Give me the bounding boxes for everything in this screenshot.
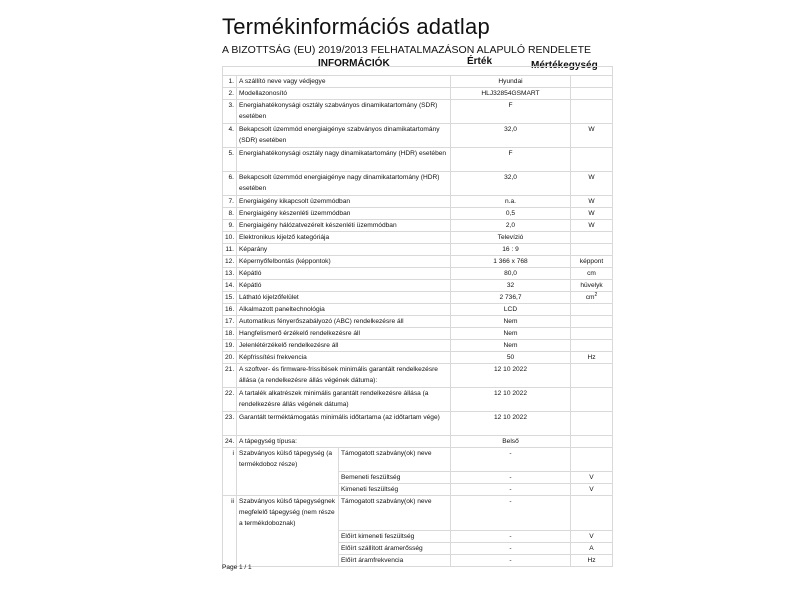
psu-sub-unit	[571, 448, 613, 472]
row-number: 10.	[223, 232, 237, 244]
psu-sub-unit: V	[571, 484, 613, 496]
table-row	[223, 280, 613, 292]
row-number: 2.	[223, 88, 237, 100]
psu-sub-label: Előírt kimeneti feszültség	[339, 531, 451, 543]
table-row	[223, 220, 613, 232]
row-number: 7.	[223, 196, 237, 208]
row-label: Bekapcsolt üzemmód energiaigénye nagy dinamikatartomány (HDR) esetében	[237, 172, 451, 196]
psu-sub-unit: V	[571, 472, 613, 484]
table-row	[223, 496, 613, 531]
table-row	[223, 328, 613, 340]
row-value: Nem	[451, 328, 571, 340]
row-label: Jelenlétérzékelő rendelkezésre áll	[237, 340, 451, 352]
row-label: A szoftver- és firmware-frissítések minimális garantált rendelkezésre állása (a rendelkezésre állás végének dátuma):	[237, 364, 451, 388]
row-unit	[571, 436, 613, 448]
row-number: 18.	[223, 328, 237, 340]
row-value: 12 10 2022	[451, 412, 571, 436]
row-unit	[571, 412, 613, 436]
row-label: Elektronikus kijelző kategóriája	[237, 232, 451, 244]
table-row	[223, 232, 613, 244]
psu-sub-label: Bemeneti feszültség	[339, 472, 451, 484]
table-row	[223, 304, 613, 316]
table-row	[223, 316, 613, 328]
psu-sub-label: Előírt áramfrekvencia	[339, 555, 451, 567]
psu-sub-value: -	[451, 543, 571, 555]
psu-index: ii	[223, 496, 237, 567]
psu-sub-value: -	[451, 496, 571, 531]
row-label: Modellazonosító	[237, 88, 451, 100]
row-unit	[571, 244, 613, 256]
psu-sub-label: Támogatott szabvány(ok) neve	[339, 496, 451, 531]
row-label: Képfrissítési frekvencia	[237, 352, 451, 364]
document-title: Termékinformációs adatlap	[222, 14, 490, 39]
row-label: Bekapcsolt üzemmód energiaigénye szabványos dinamikatartomány (SDR) esetében	[237, 124, 451, 148]
table-row	[223, 208, 613, 220]
psu-sub-unit: A	[571, 543, 613, 555]
psu-label: Szabványos külső tápegység (a termékdoboz része)	[237, 448, 339, 496]
psu-sub-label: Előírt szállított áramerősség	[339, 543, 451, 555]
row-number: 23.	[223, 412, 237, 436]
row-number: 12.	[223, 256, 237, 268]
row-label: Képernyőfelbontás (képpontok)	[237, 256, 451, 268]
table-row	[223, 268, 613, 280]
row-value: 2 736,7	[451, 292, 571, 304]
row-number: 14.	[223, 280, 237, 292]
table-row	[223, 352, 613, 364]
table-row	[223, 148, 613, 172]
row-unit: W	[571, 196, 613, 208]
row-unit	[571, 88, 613, 100]
row-number: 11.	[223, 244, 237, 256]
psu-sub-value: -	[451, 555, 571, 567]
row-number: 19.	[223, 340, 237, 352]
table-row	[223, 412, 613, 436]
row-unit: Hz	[571, 352, 613, 364]
table-row	[223, 100, 613, 124]
row-label: Garantált terméktámogatás minimális időtartama (az időtartam vége)	[237, 412, 451, 436]
row-label: Energiahatékonysági osztály szabványos dinamikatartomány (SDR) esetében	[237, 100, 451, 124]
page-footer: Page 1 / 1	[222, 564, 252, 571]
row-number: 16.	[223, 304, 237, 316]
row-label: Látható kijelzőfelület	[237, 292, 451, 304]
row-value: F	[451, 100, 571, 124]
row-value: 0,5	[451, 208, 571, 220]
table-row	[223, 256, 613, 268]
row-unit: $cm^2$	[571, 292, 613, 304]
table-row	[223, 340, 613, 352]
row-unit	[571, 304, 613, 316]
row-number: 17.	[223, 316, 237, 328]
header-unit: Mértékegység	[531, 60, 598, 71]
table-row	[223, 124, 613, 148]
row-number: 13.	[223, 268, 237, 280]
row-unit: W	[571, 124, 613, 148]
row-number: 8.	[223, 208, 237, 220]
row-value: HLJ32854GSMART	[451, 88, 571, 100]
row-label: Képarány	[237, 244, 451, 256]
table-row	[223, 388, 613, 412]
psu-index: i	[223, 448, 237, 496]
row-number: 15.	[223, 292, 237, 304]
info-table	[222, 66, 613, 567]
row-unit: W	[571, 172, 613, 196]
row-number: 6.	[223, 172, 237, 196]
row-label: Energiaigény hálózatvezérelt készenléti üzemmódban	[237, 220, 451, 232]
row-unit	[571, 340, 613, 352]
row-label: A tartalék alkatrészek minimális garantált rendelkezésre állása (a rendelkezésre állás végének dátuma)	[237, 388, 451, 412]
psu-sub-value: -	[451, 472, 571, 484]
row-number: 24.	[223, 436, 237, 448]
row-number: 22.	[223, 388, 237, 412]
row-value: Nem	[451, 316, 571, 328]
row-label: Képátló	[237, 268, 451, 280]
table-row	[223, 292, 613, 304]
row-label: Energiahatékonysági osztály nagy dinamikatartomány (HDR) esetében	[237, 148, 451, 172]
psu-sub-label: Kimeneti feszültség	[339, 484, 451, 496]
row-value: Televízió	[451, 232, 571, 244]
row-label: Energiaigény kikapcsolt üzemmódban	[237, 196, 451, 208]
row-label: Automatikus fényerőszabályozó (ABC) rendelkezésre áll	[237, 316, 451, 328]
row-value: 1 366 x 768	[451, 256, 571, 268]
row-unit: W	[571, 220, 613, 232]
row-number: 4.	[223, 124, 237, 148]
row-unit: W	[571, 208, 613, 220]
row-label: A tápegység típusa:	[237, 436, 451, 448]
row-value: 12 10 2022	[451, 364, 571, 388]
row-unit	[571, 100, 613, 124]
table-row	[223, 448, 613, 472]
psu-sub-unit: V	[571, 531, 613, 543]
row-unit	[571, 148, 613, 172]
table-row	[223, 436, 613, 448]
row-value: 80,0	[451, 268, 571, 280]
row-unit	[571, 328, 613, 340]
row-value: 50	[451, 352, 571, 364]
row-number: 21.	[223, 364, 237, 388]
row-value: 2,0	[451, 220, 571, 232]
header-value: Érték	[467, 56, 493, 67]
document-subtitle: A BIZOTTSÁG (EU) 2019/2013 FELHATALMAZÁSON ALAPULÓ RENDELETE	[222, 44, 591, 56]
row-value: Belső	[451, 436, 571, 448]
row-label: Hangfelismerő érzékelő rendelkezésre áll	[237, 328, 451, 340]
psu-sub-label: Támogatott szabvány(ok) neve	[339, 448, 451, 472]
header-info: INFORMÁCIÓK	[318, 58, 390, 69]
row-number: 1.	[223, 76, 237, 88]
table-row	[223, 172, 613, 196]
row-number: 20.	[223, 352, 237, 364]
table-row	[223, 196, 613, 208]
table-row	[223, 88, 613, 100]
psu-label: Szabványos külső tápegységnek megfelelő tápegység (nem része a termékdoboznak)	[237, 496, 339, 567]
psu-sub-value: -	[451, 448, 571, 472]
row-value: 32,0	[451, 124, 571, 148]
unit-superscript: 2	[594, 291, 598, 298]
row-label: Energiaigény készenléti üzemmódban	[237, 208, 451, 220]
row-value: LCD	[451, 304, 571, 316]
row-label: Képátló	[237, 280, 451, 292]
table-row	[223, 76, 613, 88]
row-value: 12 10 2022	[451, 388, 571, 412]
psu-sub-unit	[571, 496, 613, 531]
row-value: 32,0	[451, 172, 571, 196]
psu-sub-value: -	[451, 531, 571, 543]
row-number: 3.	[223, 100, 237, 124]
row-unit: képpont	[571, 256, 613, 268]
row-unit: cm	[571, 268, 613, 280]
table-row	[223, 364, 613, 388]
row-unit	[571, 76, 613, 88]
row-unit	[571, 316, 613, 328]
row-value: Hyundai	[451, 76, 571, 88]
row-unit	[571, 232, 613, 244]
row-unit	[571, 388, 613, 412]
row-value: Nem	[451, 340, 571, 352]
row-label: A szállító neve vagy védjegye	[237, 76, 451, 88]
row-value: F	[451, 148, 571, 172]
psu-sub-unit: Hz	[571, 555, 613, 567]
row-unit: hüvelyk	[571, 280, 613, 292]
row-value: 32	[451, 280, 571, 292]
row-value: n.a.	[451, 196, 571, 208]
row-number: 9.	[223, 220, 237, 232]
psu-sub-value: -	[451, 484, 571, 496]
row-value: 16 : 9	[451, 244, 571, 256]
row-number: 5.	[223, 148, 237, 172]
row-unit	[571, 364, 613, 388]
table-row	[223, 244, 613, 256]
row-label: Alkalmazott paneltechnológia	[237, 304, 451, 316]
